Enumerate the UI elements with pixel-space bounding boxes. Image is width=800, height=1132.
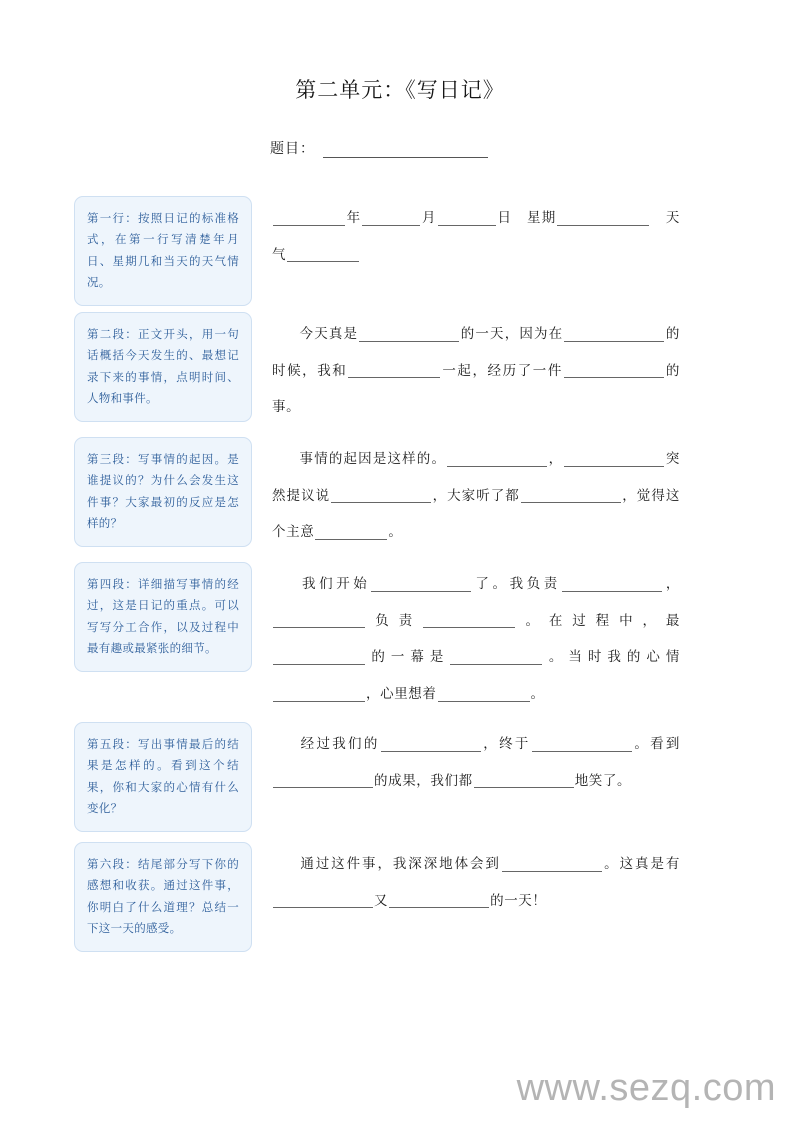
p4-text-9: 。 bbox=[530, 686, 545, 703]
p5-text-1: 经过我们的 bbox=[299, 736, 380, 752]
p2-text-1: 今天真是 bbox=[299, 326, 359, 342]
fill-text-4 bbox=[272, 566, 680, 713]
p4-blank-3[interactable] bbox=[273, 613, 365, 628]
p6-blank-3[interactable] bbox=[389, 893, 489, 908]
blank-weather[interactable] bbox=[287, 247, 359, 262]
subject-label: 题目： bbox=[270, 141, 315, 157]
p3-text-3: 突然提议说 bbox=[272, 451, 680, 504]
p5-text-3: 。看到 bbox=[632, 736, 680, 752]
blank-day[interactable] bbox=[438, 211, 496, 226]
p6-text-3: 又 bbox=[374, 892, 389, 909]
p3-text-2: ， bbox=[548, 451, 564, 467]
p4-blank-4[interactable] bbox=[423, 613, 515, 628]
p2-text-4: 一起，经历了一件 bbox=[441, 362, 563, 379]
hint-box-3: 第三段：写事情的起因。是谁提议的？为什么会发生这件事？大家最初的反应是怎样的？ bbox=[74, 437, 252, 547]
hint-box-5: 第五段：写出事情最后的结果是怎样的。看到这个结果，你和大家的心情有什么变化？ bbox=[74, 722, 252, 832]
subject-row bbox=[270, 138, 700, 158]
p3-blank-5[interactable] bbox=[315, 525, 387, 540]
p2-text-5: 的事。 bbox=[272, 362, 680, 416]
p4-blank-7[interactable] bbox=[273, 687, 365, 702]
p4-text-4: 负责 bbox=[366, 612, 423, 629]
fill-text-2 bbox=[272, 316, 680, 426]
p3-text-6: 。 bbox=[388, 524, 403, 541]
label-year: 年 bbox=[346, 210, 362, 226]
label-weekday: 星期 bbox=[526, 210, 557, 226]
p6-text-1: 通过这件事，我深深地体会到 bbox=[299, 856, 501, 872]
p2-blank-3[interactable] bbox=[348, 363, 440, 378]
fill-text-6 bbox=[272, 846, 680, 919]
p6-text-4: 的一天！ bbox=[490, 892, 547, 909]
p2-text-3: 的时候，我和 bbox=[272, 326, 680, 379]
p3-text-5: ，觉得这个主意 bbox=[272, 487, 680, 541]
p5-text-5: 地笑了。 bbox=[574, 772, 632, 789]
p5-blank-3[interactable] bbox=[273, 773, 373, 788]
p5-blank-4[interactable] bbox=[474, 773, 574, 788]
fill-text-3 bbox=[272, 441, 680, 551]
p4-text-3: ， bbox=[662, 576, 681, 592]
hint-box-4: 第四段：详细描写事情的经过，这是日记的重点。可以写写分工合作，以及过程中最有趣或最紧张的细节。 bbox=[74, 562, 252, 672]
blank-month[interactable] bbox=[362, 211, 420, 226]
page-title: 第二单元：《写日记》 bbox=[295, 78, 505, 102]
p2-text-2: 的一天，因为在 bbox=[460, 326, 564, 342]
p5-text-2: ，终于 bbox=[481, 736, 531, 752]
fill-text-1 bbox=[272, 200, 680, 273]
label-weather: 天气 bbox=[272, 210, 680, 263]
p3-blank-3[interactable] bbox=[331, 488, 431, 503]
p4-text-8: ，心里想着 bbox=[366, 686, 437, 703]
p3-blank-1[interactable] bbox=[447, 452, 547, 467]
blank-weekday[interactable] bbox=[557, 211, 649, 226]
subject-blank-line[interactable] bbox=[323, 140, 488, 158]
site-watermark: www.sezq.com bbox=[516, 1067, 776, 1109]
p4-text-6: 的一幕是 bbox=[366, 649, 450, 666]
p4-blank-5[interactable] bbox=[273, 650, 365, 665]
hint-box-2: 第二段：正文开头，用一句话概括今天发生的、最想记录下来的事情，点明时间、人物和事件。 bbox=[74, 312, 252, 422]
p4-blank-6[interactable] bbox=[450, 650, 542, 665]
p2-blank-4[interactable] bbox=[564, 363, 664, 378]
p5-blank-2[interactable] bbox=[532, 737, 632, 752]
p4-blank-8[interactable] bbox=[438, 687, 530, 702]
label-day: 日 bbox=[496, 210, 513, 226]
label-month: 月 bbox=[421, 210, 437, 226]
p6-text-2: 。这真是有 bbox=[602, 856, 680, 872]
fill-text-5 bbox=[272, 726, 680, 799]
p2-blank-1[interactable] bbox=[359, 327, 459, 342]
p4-blank-1[interactable] bbox=[371, 577, 471, 592]
hint-box-6: 第六段：结尾部分写下你的感想和收获。通过这件事，你明白了什么道理？总结一下这一天的感受。 bbox=[74, 842, 252, 952]
p3-blank-4[interactable] bbox=[521, 488, 621, 503]
p3-blank-2[interactable] bbox=[564, 452, 664, 467]
p4-text-1: 我们开始 bbox=[299, 576, 371, 592]
p5-blank-1[interactable] bbox=[381, 737, 481, 752]
p4-text-2: 了。我负责 bbox=[472, 576, 561, 592]
hint-box-1: 第一行：按照日记的标准格式，在第一行写清楚年月日、星期几和当天的天气情况。 bbox=[74, 196, 252, 306]
p4-text-7: 。当时我的心情 bbox=[543, 649, 681, 666]
p6-blank-2[interactable] bbox=[273, 893, 373, 908]
p3-text-4: ，大家听了都 bbox=[432, 487, 520, 504]
p2-blank-2[interactable] bbox=[564, 327, 664, 342]
p6-blank-1[interactable] bbox=[502, 857, 602, 872]
p4-text-5: 。在过程中，最 bbox=[516, 612, 681, 629]
blank-year[interactable] bbox=[273, 211, 345, 226]
p5-text-4: 的成果，我们都 bbox=[374, 772, 473, 789]
p3-text-1: 事情的起因是这样的。 bbox=[299, 451, 447, 467]
p4-blank-2[interactable] bbox=[562, 577, 662, 592]
